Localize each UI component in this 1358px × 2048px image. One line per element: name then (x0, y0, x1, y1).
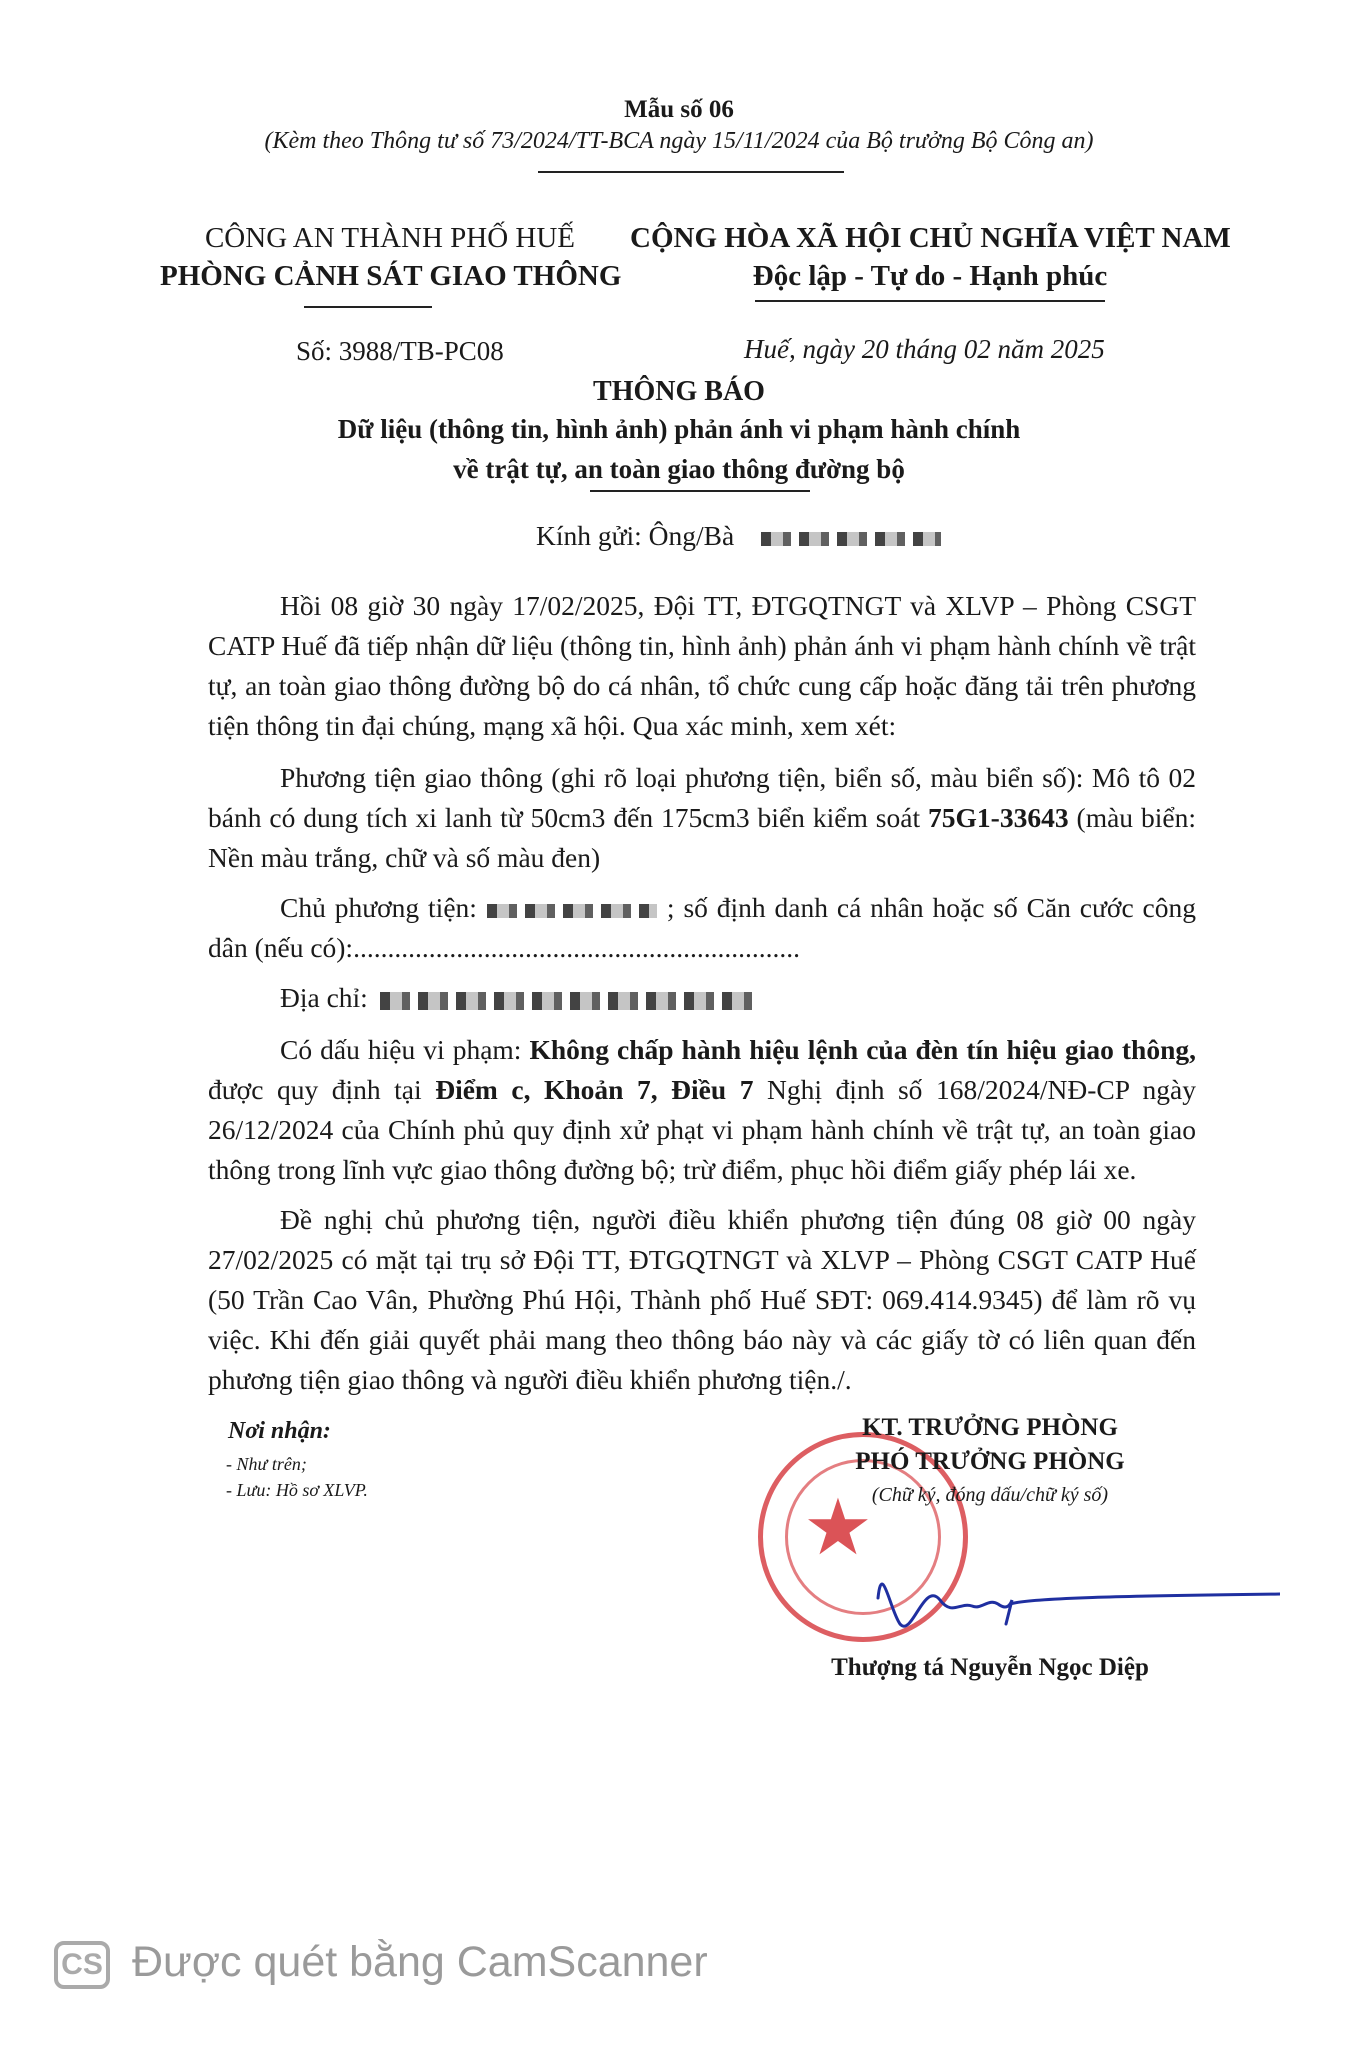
salutation-text: Kính gửi: Ông/Bà (536, 520, 735, 551)
signature-position: PHÓ TRƯỞNG PHÒNG (855, 1448, 1125, 1475)
plate-color-open: (màu biển: (1068, 802, 1196, 833)
regulation-decree: Nghị định số 168/2024/NĐ-CP ngày (753, 1074, 1196, 1105)
paragraph-line: (50 Trần Cao Vân, Phường Phú Hội, Thành phố Huế SĐT: 069.414.9345) để làm rõ vụ (208, 1284, 1196, 1315)
paragraph-line: phương tiện giao thông và người điều khiển phương tiện./. (208, 1364, 852, 1395)
form-number: Mẫu số 06 (624, 96, 734, 123)
document-title: THÔNG BÁO (593, 376, 765, 407)
handwritten-signature (860, 1540, 1280, 1650)
regulation-article: Điểm c, Khoản 7, Điều 7 (435, 1074, 754, 1105)
agency-department: PHÒNG CẢNH SÁT GIAO THÔNG (160, 260, 622, 292)
owner-line (280, 892, 1196, 924)
star-icon: ★ (803, 1484, 873, 1571)
scanner-watermark (54, 1938, 708, 1989)
owner-id-text: ; số định danh cá nhân hoặc số Căn cước công (666, 892, 1196, 923)
recipient-item: - Lưu: Hồ sơ XLVP. (226, 1480, 368, 1500)
paragraph-line: việc. Khi đến giải quyết phải mang theo thông báo này và các giấy tờ có liên quan đến (208, 1324, 1196, 1355)
paragraph-line: dân (nếu có):................................................................. (208, 932, 800, 963)
vehicle-desc: bánh có dung tích xi lanh từ 50cm3 đến 175cm3 biển kiểm soát (208, 802, 929, 833)
signature-title: KT. TRƯỞNG PHÒNG (862, 1414, 1118, 1441)
address-label: Địa chỉ: (280, 982, 368, 1013)
attached-note: (Kèm theo Thông tư số 73/2024/TT-BCA ngày 15/11/2024 của Bộ trưởng Bộ Công an) (264, 128, 1094, 154)
redacted-address (380, 992, 760, 1010)
paragraph-line: CATP Huế đã tiếp nhận dữ liệu (thông tin, hình ảnh) phản ánh vi phạm hành chính về trật (208, 630, 1196, 661)
violation-label: Có dấu hiệu vi phạm: (280, 1034, 530, 1065)
owner-label: Chủ phương tiện: (280, 892, 477, 923)
recipient-item: - Như trên; (226, 1454, 307, 1474)
divider (590, 490, 810, 492)
redacted-owner (487, 904, 657, 918)
salutation (536, 520, 941, 552)
paragraph-line: tự, an toàn giao thông đường bộ do cá nhân, tổ chức cung cấp hoặc đăng tải trên phương (208, 670, 1196, 701)
regulation-prefix: được quy định tại (208, 1074, 436, 1105)
country-motto: Độc lập - Tự do - Hạnh phúc (752, 260, 1108, 292)
document-number: Số: 3988/TB-PC08 (296, 336, 504, 366)
paragraph-line: Đề nghị chủ phương tiện, người điều khiển phương tiện đúng 08 giờ 00 ngày (280, 1204, 1196, 1235)
signature-note: (Chữ ký, đóng dấu/chữ ký số) (871, 1484, 1109, 1506)
paragraph-line: Hồi 08 giờ 30 ngày 17/02/2025, Đội TT, ĐTGQTNGT và XLVP – Phòng CSGT (280, 590, 1196, 621)
paragraph-line: thông trong lĩnh vực giao thông đường bộ; trừ điểm, phục hồi điểm giấy phép lái xe. (208, 1154, 1137, 1185)
paragraph-line: Nền màu trắng, chữ và số màu đen) (208, 842, 601, 873)
regulation-line (208, 1074, 1196, 1106)
address-line (280, 982, 1196, 1014)
scanner-text: Được quét bằng CamScanner (132, 1938, 708, 1986)
document-subtitle-line1: Dữ liệu (thông tin, hình ảnh) phản ánh vi phạm hành chính (337, 414, 1021, 444)
divider (538, 171, 844, 173)
redacted-name (761, 532, 941, 546)
divider (304, 306, 432, 308)
vehicle-line (208, 802, 1196, 834)
paragraph-line: tiện thông tin đại chúng, mạng xã hội. Qua xác minh, xem xét: (208, 710, 897, 741)
signer-name: Thượng tá Nguyễn Ngọc Diệp (831, 1654, 1149, 1681)
violation-description: Không chấp hành hiệu lệnh của đèn tín hiệu giao thông, (529, 1034, 1196, 1065)
place-date: Huế, ngày 20 tháng 02 năm 2025 (744, 334, 1105, 364)
divider (755, 300, 1105, 302)
license-plate: 75G1-33643 (928, 802, 1069, 833)
recipients-heading: Nơi nhận: (228, 1418, 331, 1444)
document-subtitle-line2: về trật tự, an toàn giao thông đường bộ (453, 454, 905, 484)
paragraph-line: Phương tiện giao thông (ghi rõ loại phương tiện, biển số, màu biển số): Mô tô 02 (280, 762, 1196, 793)
camscanner-logo-icon: CS (54, 1941, 110, 1989)
agency-name: CÔNG AN THÀNH PHỐ HUẾ (204, 222, 576, 254)
paragraph-line: 27/02/2025 có mặt tại trụ sở Đội TT, ĐTGQTNGT và XLVP – Phòng CSGT CATP Huế (208, 1244, 1196, 1275)
paragraph-line: 26/12/2024 của Chính phủ quy định xử phạt vi phạm hành chính về trật tự, an toàn giao (208, 1114, 1196, 1145)
country-name: CỘNG HÒA XÃ HỘI CHỦ NGHĨA VIỆT NAM (630, 222, 1231, 254)
violation-line (280, 1034, 1196, 1066)
